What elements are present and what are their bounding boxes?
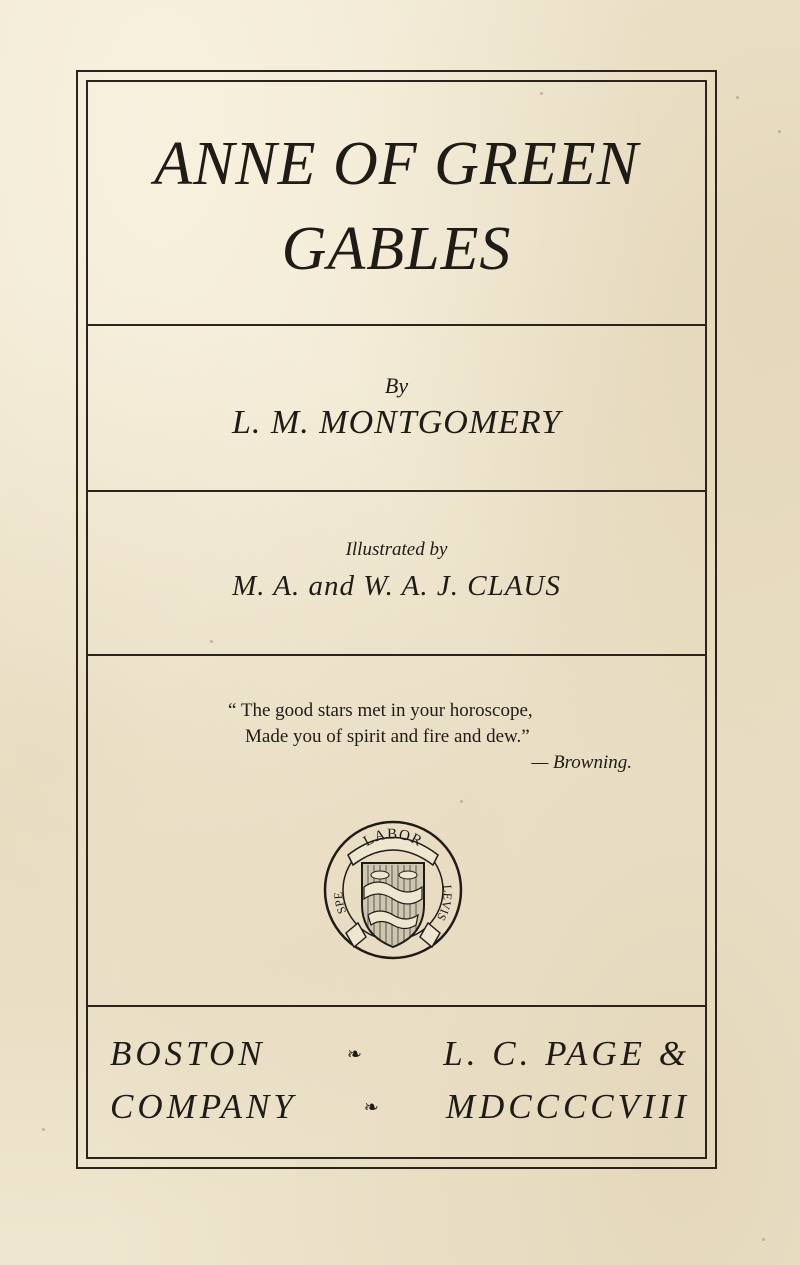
illustrator-names: M. A. and W. A. J. CLAUS bbox=[232, 570, 561, 602]
book-title-line-1: ANNE OF GREEN bbox=[154, 130, 639, 198]
divider-illustrators bbox=[88, 654, 705, 656]
epigraph-attribution: — Browning. bbox=[531, 752, 632, 773]
paper-speck bbox=[778, 130, 781, 133]
paper-speck bbox=[736, 96, 739, 99]
book-title-line-2: GABLES bbox=[281, 215, 512, 283]
author-name: L. M. MONTGOMERY bbox=[232, 404, 561, 441]
imprint-publisher: L. C. PAGE & bbox=[443, 1034, 690, 1073]
seal-right-motto: LEVIS bbox=[434, 884, 455, 924]
seal-top-motto: LABOR bbox=[360, 826, 426, 851]
paper-speck bbox=[762, 1238, 765, 1241]
illustrated-by-label: Illustrated by bbox=[345, 539, 448, 560]
fleuron-icon: ❧ bbox=[346, 1043, 362, 1064]
heraldic-seal-icon bbox=[318, 815, 468, 965]
svg-text:SPE bbox=[331, 892, 349, 916]
imprint-line-2 bbox=[110, 1087, 690, 1127]
by-label: By bbox=[384, 373, 409, 398]
imprint-city: BOSTON bbox=[110, 1034, 266, 1073]
epigraph bbox=[228, 698, 648, 776]
divider-title bbox=[88, 324, 705, 326]
epigraph-line-1: “ The good stars met in your horoscope, bbox=[228, 700, 533, 721]
divider-author bbox=[88, 490, 705, 492]
epigraph-line-2: Made you of spirit and fire and dew.” bbox=[245, 726, 530, 747]
seal-left-motto: SPE bbox=[331, 891, 350, 916]
fleuron-icon: ❧ bbox=[363, 1096, 379, 1117]
imprint-line-1 bbox=[110, 1034, 690, 1074]
paper-speck bbox=[42, 1128, 45, 1131]
divider-imprint bbox=[88, 1005, 705, 1007]
imprint-year: MDCCCCVIII bbox=[445, 1087, 690, 1126]
svg-text:LEVIS bbox=[434, 884, 455, 923]
imprint-company: COMPANY bbox=[110, 1087, 297, 1126]
